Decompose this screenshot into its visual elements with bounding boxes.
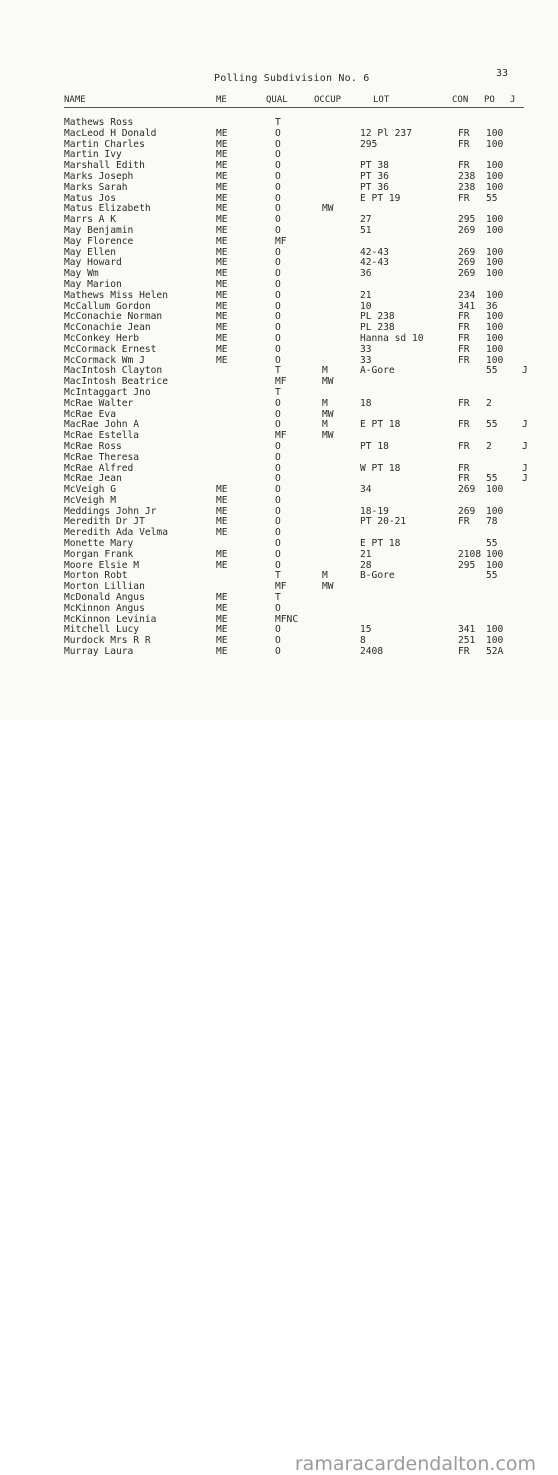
- cell-name: Martin Ivy: [64, 149, 122, 161]
- cell-qual: O: [275, 138, 281, 150]
- cell-lot: 42-43: [360, 246, 389, 258]
- cell-name: McRae Eva: [64, 408, 116, 420]
- cell-name: Mathews Ross: [64, 117, 134, 128]
- cell-po: 52A: [486, 646, 504, 658]
- cell-lot: 12 Pl 237: [360, 127, 412, 139]
- cell-lot: PT 20-21: [360, 516, 407, 528]
- cell-qual: O: [275, 170, 281, 182]
- cell-me: ME: [216, 257, 228, 269]
- cell-name: McCormack Ernest: [64, 343, 157, 355]
- cell-con: 269: [458, 484, 476, 496]
- cell-po: 100: [486, 311, 504, 323]
- cell-name: MacIntosh Clayton: [64, 365, 163, 377]
- cell-name: Marks Joseph: [64, 170, 134, 182]
- cell-lot: 21: [360, 548, 372, 560]
- cell-con: 269: [458, 246, 476, 258]
- cell-occup: MW: [322, 376, 334, 388]
- cell-me: ME: [216, 505, 228, 517]
- cell-lot: 18-19: [360, 505, 389, 517]
- table-row: [0, 291, 558, 302]
- cell-qual: O: [275, 278, 281, 290]
- cell-me: ME: [216, 149, 228, 161]
- cell-po: 55: [486, 419, 498, 431]
- cell-occup: MW: [322, 408, 334, 420]
- column-header-po: PO: [484, 95, 495, 105]
- cell-name: Mitchell Lucy: [64, 624, 140, 636]
- cell-name: McVeigh G: [64, 484, 116, 496]
- cell-qual: MF: [275, 581, 287, 593]
- voter-list: [0, 118, 558, 658]
- cell-lot: 10: [360, 300, 372, 312]
- cell-con: 269: [458, 257, 476, 269]
- cell-occup: M: [322, 570, 328, 582]
- cell-lot: 42-43: [360, 257, 389, 269]
- cell-qual: O: [275, 408, 281, 420]
- cell-lot: W PT 18: [360, 462, 401, 474]
- cell-po: 100: [486, 559, 504, 571]
- cell-po: 100: [486, 127, 504, 139]
- cell-po: 100: [486, 343, 504, 355]
- cell-con: 2108: [458, 548, 482, 560]
- cell-lot: PT 38: [360, 160, 389, 172]
- cell-me: ME: [216, 613, 228, 625]
- cell-qual: O: [275, 300, 281, 312]
- cell-lot: PT 18: [360, 440, 389, 452]
- cell-qual: O: [275, 311, 281, 323]
- cell-qual: O: [275, 289, 281, 301]
- cell-qual: O: [275, 505, 281, 517]
- cell-me: ME: [216, 602, 228, 614]
- cell-j: J: [522, 440, 528, 452]
- cell-po: 100: [486, 635, 504, 647]
- cell-name: May Marion: [64, 278, 122, 290]
- cell-po: 100: [486, 224, 504, 236]
- header-divider: [64, 107, 524, 108]
- cell-me: ME: [216, 127, 228, 139]
- cell-name: McRae Theresa: [64, 451, 140, 463]
- cell-lot: 2408: [360, 646, 384, 658]
- cell-qual: O: [275, 527, 281, 539]
- cell-j: J: [522, 365, 528, 377]
- cell-name: Matus Jos: [64, 192, 116, 204]
- cell-con: FR: [458, 646, 470, 658]
- cell-lot: 15: [360, 624, 372, 636]
- cell-me: ME: [216, 484, 228, 496]
- cell-con: FR: [458, 138, 470, 150]
- cell-name: McCallum Gordon: [64, 300, 151, 312]
- table-row: [0, 183, 558, 194]
- cell-po: 100: [486, 138, 504, 150]
- cell-qual: O: [275, 354, 281, 366]
- cell-po: 78: [486, 516, 498, 528]
- cell-name: McConachie Jean: [64, 322, 151, 334]
- cell-me: ME: [216, 170, 228, 182]
- cell-lot: 28: [360, 559, 372, 571]
- cell-con: FR: [458, 440, 470, 452]
- cell-qual: O: [275, 268, 281, 280]
- cell-lot: 33: [360, 354, 372, 366]
- cell-name: McRae Ross: [64, 440, 122, 452]
- cell-lot: E PT 18: [360, 419, 401, 431]
- cell-con: 269: [458, 224, 476, 236]
- cell-qual: O: [275, 257, 281, 269]
- table-row: [0, 237, 558, 248]
- cell-name: McIntaggart Jno: [64, 386, 151, 398]
- cell-me: ME: [216, 181, 228, 193]
- cell-qual: O: [275, 322, 281, 334]
- cell-lot: PT 36: [360, 181, 389, 193]
- cell-po: 100: [486, 289, 504, 301]
- cell-name: Martin Charles: [64, 138, 145, 150]
- cell-con: 251: [458, 635, 476, 647]
- cell-me: ME: [216, 235, 228, 247]
- cell-me: ME: [216, 516, 228, 528]
- cell-me: ME: [216, 192, 228, 204]
- table-row: [0, 647, 558, 658]
- cell-qual: O: [275, 538, 281, 550]
- table-row: [0, 129, 558, 140]
- cell-qual: O: [275, 440, 281, 452]
- cell-name: Marshall Edith: [64, 160, 145, 172]
- cell-qual: O: [275, 462, 281, 474]
- cell-me: ME: [216, 494, 228, 506]
- table-row: [0, 453, 558, 464]
- cell-po: 100: [486, 354, 504, 366]
- cell-me: ME: [216, 559, 228, 571]
- cell-me: ME: [216, 278, 228, 290]
- cell-con: 238: [458, 170, 476, 182]
- cell-qual: O: [275, 473, 281, 485]
- cell-po: 55: [486, 365, 498, 377]
- cell-po: 100: [486, 332, 504, 344]
- cell-po: 100: [486, 505, 504, 517]
- cell-po: 2: [486, 440, 492, 452]
- cell-lot: PL 238: [360, 322, 395, 334]
- cell-po: 36: [486, 300, 498, 312]
- cell-me: ME: [216, 289, 228, 301]
- cell-name: May Florence: [64, 235, 134, 247]
- cell-con: FR: [458, 343, 470, 355]
- cell-con: FR: [458, 192, 470, 204]
- document-page: [0, 0, 558, 720]
- cell-lot: A-Gore: [360, 365, 395, 377]
- cell-con: FR: [458, 354, 470, 366]
- cell-con: FR: [458, 311, 470, 323]
- cell-lot: 36: [360, 268, 372, 280]
- cell-qual: O: [275, 451, 281, 463]
- cell-name: Murdock Mrs R R: [64, 635, 151, 647]
- cell-lot: PT 36: [360, 170, 389, 182]
- cell-qual: O: [275, 192, 281, 204]
- cell-me: ME: [216, 354, 228, 366]
- cell-po: 100: [486, 548, 504, 560]
- cell-qual: O: [275, 624, 281, 636]
- cell-po: 100: [486, 624, 504, 636]
- cell-qual: O: [275, 516, 281, 528]
- cell-name: McRae Estella: [64, 430, 140, 442]
- cell-me: ME: [216, 311, 228, 323]
- cell-con: 295: [458, 559, 476, 571]
- cell-name: Meredith Dr JT: [64, 516, 145, 528]
- cell-name: McRae Jean: [64, 473, 122, 485]
- cell-me: ME: [216, 635, 228, 647]
- cell-me: ME: [216, 527, 228, 539]
- cell-name: McCormack Wm J: [64, 354, 145, 366]
- cell-me: ME: [216, 548, 228, 560]
- cell-j: J: [522, 473, 528, 485]
- cell-me: ME: [216, 300, 228, 312]
- cell-po: 100: [486, 160, 504, 172]
- cell-qual: O: [275, 332, 281, 344]
- cell-con: 238: [458, 181, 476, 193]
- cell-name: Matus Elizabeth: [64, 203, 151, 215]
- cell-qual: O: [275, 203, 281, 215]
- cell-po: 100: [486, 257, 504, 269]
- cell-lot: E PT 18: [360, 538, 401, 550]
- cell-me: ME: [216, 160, 228, 172]
- cell-qual: T: [275, 386, 281, 398]
- cell-con: FR: [458, 127, 470, 139]
- cell-occup: M: [322, 365, 328, 377]
- watermark: ramaracardendalton.com: [294, 1453, 536, 1475]
- cell-lot: 295: [360, 138, 378, 150]
- page-number: 33: [496, 68, 509, 79]
- cell-me: ME: [216, 646, 228, 658]
- cell-me: ME: [216, 203, 228, 215]
- cell-me: ME: [216, 592, 228, 604]
- cell-name: McDonald Angus: [64, 592, 145, 604]
- cell-j: J: [522, 462, 528, 474]
- cell-con: FR: [458, 397, 470, 409]
- cell-con: 269: [458, 505, 476, 517]
- cell-name: Marks Sarah: [64, 181, 128, 193]
- table-row: [0, 345, 558, 356]
- column-header-lot: LOT: [373, 95, 390, 105]
- cell-qual: O: [275, 181, 281, 193]
- cell-me: ME: [216, 322, 228, 334]
- cell-lot: E PT 19: [360, 192, 401, 204]
- cell-name: McRae Walter: [64, 397, 134, 409]
- cell-con: FR: [458, 160, 470, 172]
- cell-qual: O: [275, 246, 281, 258]
- column-header-name: NAME: [64, 95, 86, 105]
- cell-lot: Hanna sd 10: [360, 332, 424, 344]
- cell-qual: O: [275, 602, 281, 614]
- cell-me: ME: [216, 138, 228, 150]
- cell-lot: 27: [360, 214, 372, 226]
- cell-qual: O: [275, 127, 281, 139]
- cell-qual: MFNC: [275, 613, 299, 625]
- cell-name: McVeigh M: [64, 494, 116, 506]
- cell-name: May Howard: [64, 257, 122, 269]
- cell-me: ME: [216, 624, 228, 636]
- cell-con: FR: [458, 332, 470, 344]
- cell-con: 269: [458, 268, 476, 280]
- cell-qual: O: [275, 160, 281, 172]
- cell-name: McKinnon Angus: [64, 602, 145, 614]
- cell-po: 55: [486, 570, 498, 582]
- cell-occup: MW: [322, 581, 334, 593]
- cell-name: May Ellen: [64, 246, 116, 258]
- cell-name: McConkey Herb: [64, 332, 140, 344]
- cell-po: 100: [486, 246, 504, 258]
- cell-qual: O: [275, 149, 281, 161]
- cell-con: 341: [458, 624, 476, 636]
- cell-qual: T: [275, 365, 281, 377]
- cell-occup: MW: [322, 430, 334, 442]
- cell-me: ME: [216, 343, 228, 355]
- cell-qual: O: [275, 419, 281, 431]
- cell-qual: O: [275, 214, 281, 226]
- column-header-j: J: [510, 95, 516, 105]
- cell-lot: 8: [360, 635, 366, 647]
- cell-name: McConachie Norman: [64, 311, 163, 323]
- cell-po: 100: [486, 214, 504, 226]
- cell-lot: 51: [360, 224, 372, 236]
- cell-name: Murray Laura: [64, 646, 134, 658]
- cell-name: Marrs A K: [64, 214, 116, 226]
- cell-con: FR: [458, 473, 470, 485]
- cell-occup: MW: [322, 203, 334, 215]
- cell-con: 341: [458, 300, 476, 312]
- cell-me: ME: [216, 246, 228, 258]
- cell-po: 55: [486, 192, 498, 204]
- cell-po: 55: [486, 538, 498, 550]
- cell-occup: M: [322, 419, 328, 431]
- cell-qual: T: [275, 592, 281, 604]
- cell-con: 234: [458, 289, 476, 301]
- cell-lot: PL 238: [360, 311, 395, 323]
- column-header-me: ME: [216, 95, 227, 105]
- cell-po: 100: [486, 181, 504, 193]
- cell-me: ME: [216, 214, 228, 226]
- cell-name: Meddings John Jr: [64, 505, 157, 517]
- cell-lot: B-Gore: [360, 570, 395, 582]
- cell-qual: O: [275, 646, 281, 658]
- cell-name: Meredith Ada Velma: [64, 527, 168, 539]
- cell-name: MacIntosh Beatrice: [64, 376, 168, 388]
- cell-qual: T: [275, 117, 281, 128]
- cell-name: Morton Robt: [64, 570, 128, 582]
- cell-name: Moore Elsie M: [64, 559, 140, 571]
- cell-qual: O: [275, 494, 281, 506]
- cell-lot: 33: [360, 343, 372, 355]
- cell-con: FR: [458, 462, 470, 474]
- cell-po: 55: [486, 473, 498, 485]
- cell-qual: O: [275, 484, 281, 496]
- cell-qual: T: [275, 570, 281, 582]
- cell-name: MacLeod H Donald: [64, 127, 157, 139]
- cell-name: Morgan Frank: [64, 548, 134, 560]
- cell-j: J: [522, 419, 528, 431]
- cell-name: Monette Mary: [64, 538, 134, 550]
- cell-name: May Benjamin: [64, 224, 134, 236]
- cell-name: Mathews Miss Helen: [64, 289, 168, 301]
- cell-name: Morton Lillian: [64, 581, 145, 593]
- cell-me: ME: [216, 268, 228, 280]
- cell-qual: O: [275, 548, 281, 560]
- cell-po: 100: [486, 268, 504, 280]
- column-header-qual: QUAL: [266, 95, 288, 105]
- cell-me: ME: [216, 332, 228, 344]
- cell-qual: O: [275, 224, 281, 236]
- cell-qual: O: [275, 343, 281, 355]
- cell-occup: M: [322, 397, 328, 409]
- cell-name: McKinnon Levinia: [64, 613, 157, 625]
- cell-po: 100: [486, 170, 504, 182]
- cell-qual: MF: [275, 430, 287, 442]
- cell-qual: O: [275, 559, 281, 571]
- cell-con: 295: [458, 214, 476, 226]
- footer: [0, 720, 558, 1475]
- cell-con: FR: [458, 419, 470, 431]
- cell-name: May Wm: [64, 268, 99, 280]
- cell-con: FR: [458, 516, 470, 528]
- cell-lot: 21: [360, 289, 372, 301]
- column-header-con: CON: [452, 95, 469, 105]
- cell-name: MacRae John A: [64, 419, 140, 431]
- cell-name: McRae Alfred: [64, 462, 134, 474]
- cell-me: ME: [216, 224, 228, 236]
- column-header-occup: OCCUP: [314, 95, 342, 105]
- cell-con: FR: [458, 322, 470, 334]
- cell-po: 100: [486, 322, 504, 334]
- page-title: Polling Subdivision No. 6: [214, 73, 370, 84]
- cell-qual: MF: [275, 235, 287, 247]
- cell-lot: 34: [360, 484, 372, 496]
- cell-po: 2: [486, 397, 492, 409]
- table-row: [0, 399, 558, 410]
- cell-po: 100: [486, 484, 504, 496]
- cell-qual: O: [275, 635, 281, 647]
- cell-qual: MF: [275, 376, 287, 388]
- cell-qual: O: [275, 397, 281, 409]
- cell-lot: 18: [360, 397, 372, 409]
